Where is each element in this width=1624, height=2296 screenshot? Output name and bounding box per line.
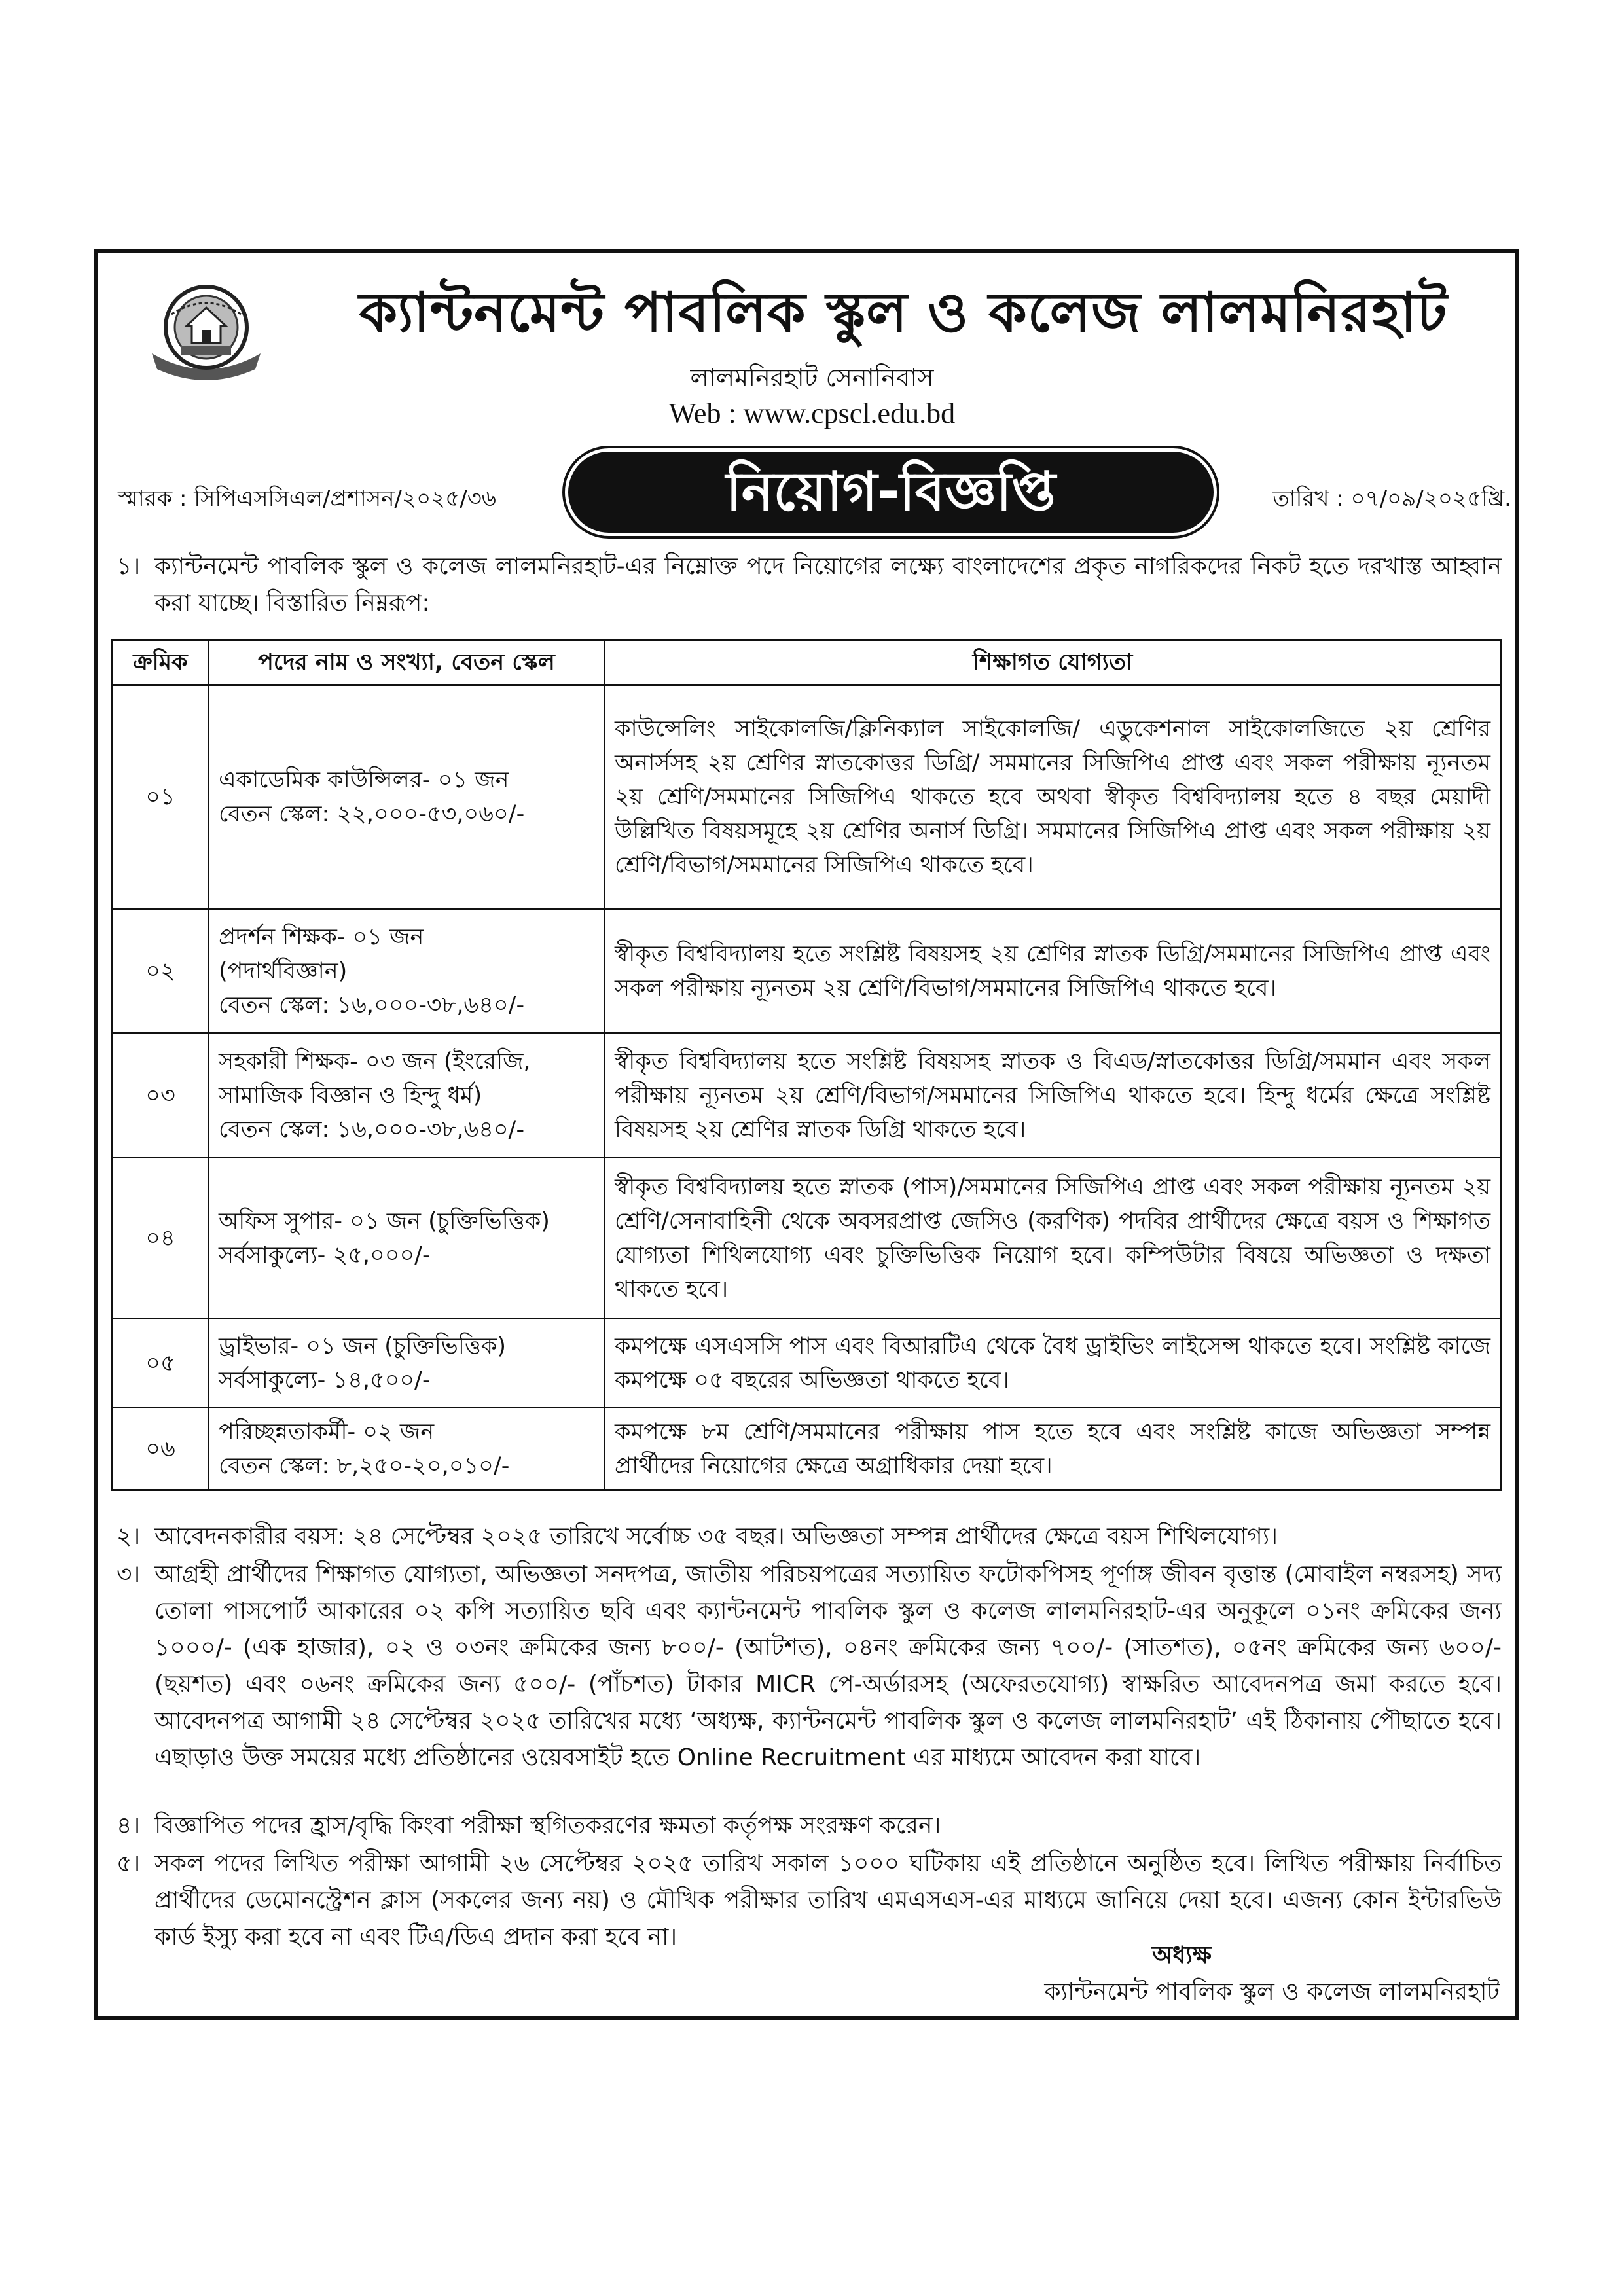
post-name: সহকারী শিক্ষক- ০৩ জন (ইংরেজি, সামাজিক বিজ্ঞান ও হিন্দু ধর্ম)	[219, 1048, 531, 1109]
table-row	[113, 1158, 1501, 1319]
table-row	[113, 1319, 1501, 1408]
point-number: ২।	[117, 1523, 141, 1550]
row-qualification: কাউন্সেলিং সাইকোলজি/ক্লিনিক্যাল সাইকোলজি/ এডুকেশনাল সাইকোলজিতে ২য় শ্রেণির অনার্সসহ ২য় শ্রেণির স্নাতকোত্তর ডিগ্রি/ সমমানের সিজিপিএ প্রাপ্ত এবং সকল পরীক্ষায় ন্যূনতম ২য় শ্রেণি/সমমানের সিজিপিএ থাকতে হবে অথবা স্বীকৃত বিশ্ববিদ্যালয় হতে ৪ বছর মেয়াদী উল্লিখিত বিষয়সমূহে ২য় শ্রেণির অনার্স ডিগ্রি। সমমানের সিজিপিএ প্রাপ্ত এবং সকল পরীক্ষায় ২য় শ্রেণি/বিভাগ/সমমানের সিজিপিএ থাকতে হবে।	[605, 685, 1501, 909]
signatory-organization: ক্যান্টনমেন্ট পাবলিক স্কুল ও কলেজ লালমনিরহাট	[1044, 1979, 1500, 2005]
point-number: ৫।	[117, 1850, 141, 1877]
post-scale: বেতন স্কেল: ৮,২৫০-২০,০১০/-	[219, 1452, 510, 1479]
post-name: প্রদর্শন শিক্ষক- ০১ জন	[219, 924, 424, 950]
table-row	[113, 909, 1501, 1033]
point-age-limit: আবেদনকারীর বয়স: ২৪ সেপ্টেম্বর ২০২৫ তারিখে সর্বোচ্চ ৩৫ বছর। অভিজ্ঞতা সম্পন্ন প্রার্থীদের ক্ষেত্রে বয়স শিথিলযোগ্য।	[154, 1523, 1278, 1550]
row-post	[209, 685, 605, 909]
school-name-title: ক্যান্টনমেন্ট পাবলিক স্কুল ও কলেজ লালমনিরহাট	[359, 280, 1448, 344]
row-serial: ০৩	[113, 1033, 209, 1158]
col-header-serial: ক্রমিক	[113, 640, 209, 685]
col-header-post: পদের নাম ও সংখ্যা, বেতন স্কেল	[209, 640, 605, 685]
post-name: ড্রাইভার- ০১ জন (চুক্তিভিত্তিক)	[219, 1333, 507, 1359]
row-qualification: স্বীকৃত বিশ্ববিদ্যালয় হতে সংশ্লিষ্ট বিষয়সহ ২য় শ্রেণির স্নাতক ডিগ্রি/সমমানের সিজিপিএ প্রাপ্ত এবং সকল পরীক্ষায় ন্যূনতম ২য় শ্রেণি/বিভাগ/সমমানের সিজিপিএ থাকতে হবে।	[605, 909, 1501, 1033]
table-row	[113, 1033, 1501, 1158]
vacancy-table	[111, 639, 1502, 1491]
intro-number: ১।	[117, 553, 141, 580]
row-post	[209, 909, 605, 1033]
row-qualification: স্বীকৃত বিশ্ববিদ্যালয় হতে স্নাতক (পাস)/সমমানের সিজিপিএ প্রাপ্ত এবং সকল পরীক্ষায় ন্যূনতম ২য় শ্রেণি/সেনাবাহিনী থেকে অবসরপ্রাপ্ত জেসিও (করণিক) পদবির প্রার্থীদের ক্ষেত্রে বয়স ও শিক্ষাগত যোগ্যতা শিথিলযোগ্য এবং চুক্তিভিত্তিক নিয়োগ হবে। কম্পিউটার বিষয়ে অভিজ্ঞতা ও দক্ষতা থাকতে হবে।	[605, 1158, 1501, 1319]
row-post	[209, 1319, 605, 1408]
post-scale: বেতন স্কেল: ১৬,০০০-৩৮,৬৪০/-	[219, 1116, 525, 1143]
table-row	[113, 685, 1501, 909]
row-post	[209, 1408, 605, 1490]
point-application-process: আগ্রহী প্রার্থীদের শিক্ষাগত যোগ্যতা, অভিজ্ঞতা সনদপত্র, জাতীয় পরিচয়পত্রের সত্যায়িত ফটোকপিসহ পূর্ণাঙ্গ জীবন বৃত্তান্ত (মোবাইল নম্বরসহ) সদ্য তোলা পাসপোর্ট আকারের ০২ কপি সত্যায়িত ছবি এবং ক্যান্টনমেন্ট পাবলিক স্কুল ও কলেজ লালমনিরহাট-এর অনুকূলে ০১নং ক্রমিকের জন্য ১০০০/- (এক হাজার), ০২ ও ০৩নং ক্রমিকের জন্য ৮০০/- (আটশত), ০৪নং ক্রমিকের জন্য ৭০০/- (সাতশত), ০৫নং ক্রমিকের জন্য ৬০০/- (ছয়শত) এবং ০৬নং ক্রমিকের জন্য ৫০০/- (পাঁচশত) টাকার MICR পে-অর্ডারসহ (অফেরতযোগ্য) স্বাক্ষরিত আবেদনপত্র জমা করতে হবে। আবেদনপত্র আগামী ২৪ সেপ্টেম্বর ২০২৫ তারিখের মধ্যে ‘অধ্যক্ষ, ক্যান্টনমেন্ট পাবলিক স্কুল ও কলেজ লালমনিরহাট’ এই ঠিকানায় পৌছাতে হবে। এছাড়াও উক্ত সময়ের মধ্যে প্রতিষ্ঠানের ওয়েবসাইট হতে Online Recruitment এর মাধ্যমে আবেদন করা যাবে।	[154, 1561, 1502, 1771]
row-serial: ০৬	[113, 1408, 209, 1490]
row-serial: ০৫	[113, 1319, 209, 1408]
post-scale: সর্বসাকুল্যে- ১৪,৫০০/-	[219, 1367, 431, 1393]
table-row	[113, 1408, 1501, 1490]
row-serial: ০২	[113, 909, 209, 1033]
point-authority-rights: বিজ্ঞাপিত পদের হ্রাস/বৃদ্ধি কিংবা পরীক্ষা স্থগিতকরণের ক্ষমতা কর্তৃপক্ষ সংরক্ষণ করেন।	[154, 1812, 941, 1839]
post-scale: বেতন স্কেল: ২২,০০০-৫৩,০৬০/-	[219, 800, 525, 827]
post-scale: সর্বসাকুল্যে- ২৫,০০০/-	[219, 1242, 431, 1268]
post-scale: বেতন স্কেল: ১৬,০০০-৩৮,৬৪০/-	[219, 992, 525, 1018]
point-exam-schedule: সকল পদের লিখিত পরীক্ষা আগামী ২৬ সেপ্টেম্বর ২০২৫ তারিখ সকাল ১০০০ ঘটিকায় এই প্রতিষ্ঠানে অনুষ্ঠিত হবে। লিখিত পরীক্ষায় নির্বাচিত প্রার্থীদের ডেমোনস্ট্রেশন ক্লাস (সকলের জন্য নয়) ও মৌখিক পরীক্ষার তারিখ এমএসএস-এর মাধ্যমে জানিয়ে দেয়া হবে। এজন্য কোন ইন্টারভিউ কার্ড ইস্যু করা হবে না এবং টিএ/ডিএ প্রদান করা হবে না।	[154, 1850, 1502, 1950]
post-subject: (পদার্থবিজ্ঞান)	[219, 958, 348, 984]
notice-date: তারিখ : ০৭/০৯/২০২৫খ্রি.	[1272, 486, 1511, 512]
row-qualification: কমপক্ষে এসএসসি পাস এবং বিআরটিএ থেকে বৈধ ড্রাইভিং লাইসেন্স থাকতে হবে। সংশ্লিষ্ট কাজে কমপক্ষে ০৫ বছরের অভিজ্ঞতা থাকতে হবে।	[605, 1319, 1501, 1408]
intro-paragraph: ক্যান্টনমেন্ট পাবলিক স্কুল ও কলেজ লালমনিরহাট-এর নিম্নোক্ত পদে নিয়োগের লক্ষ্যে বাংলাদেশের প্রকৃত নাগরিকদের নিকট হতে দরখাস্ত আহ্বান করা যাচ্ছে। বিস্তারিত নিম্নরূপ:	[154, 553, 1502, 617]
col-header-qualification: শিক্ষাগত যোগ্যতা	[605, 640, 1501, 685]
notice-title-badge: নিয়োগ-বিজ্ঞপ্তি	[568, 452, 1214, 533]
point-number: ৪।	[117, 1812, 141, 1839]
table-header-row	[113, 640, 1501, 685]
post-name: পরিচ্ছন্নতাকর্মী- ০২ জন	[219, 1418, 435, 1445]
memo-number: স্মারক : সিপিএসসিএল/প্রশাসন/২০২৫/৩৬	[118, 486, 497, 512]
school-location: লালমনিরহাট সেনানিবাস	[690, 363, 934, 392]
row-post	[209, 1158, 605, 1319]
post-name: অফিস সুপার- ০১ জন (চুক্তিভিত্তিক)	[219, 1208, 550, 1234]
row-post	[209, 1033, 605, 1158]
row-serial: ০৪	[113, 1158, 209, 1319]
point-number: ৩।	[117, 1561, 141, 1588]
post-name: একাডেমিক কাউন্সিলর- ০১ জন	[219, 766, 509, 793]
row-qualification: কমপক্ষে ৮ম শ্রেণি/সমমানের পরীক্ষায় পাস হতে হবে এবং সংশ্লিষ্ট কাজে অভিজ্ঞতা সম্পন্ন প্রার্থীদের নিয়োগের ক্ষেত্রে অগ্রাধিকার দেয়া হবে।	[605, 1408, 1501, 1490]
website-link[interactable]: Web : www.cpscl.edu.bd	[668, 397, 956, 429]
row-qualification: স্বীকৃত বিশ্ববিদ্যালয় হতে সংশ্লিষ্ট বিষয়সহ স্নাতক ও বিএড/স্নাতকোত্তর ডিগ্রি/সমমান এবং সকল পরীক্ষায় ন্যূনতম ২য় শ্রেণি/বিভাগ/সমমানের সিজিপিএ থাকতে হবে। হিন্দু ধর্মের ক্ষেত্রে সংশ্লিষ্ট বিষয়সহ ২য় শ্রেণির স্নাতক ডিগ্রি থাকতে হবে।	[605, 1033, 1501, 1158]
row-serial: ০১	[113, 685, 209, 909]
signatory-title: অধ্যক্ষ	[1152, 1942, 1212, 1969]
